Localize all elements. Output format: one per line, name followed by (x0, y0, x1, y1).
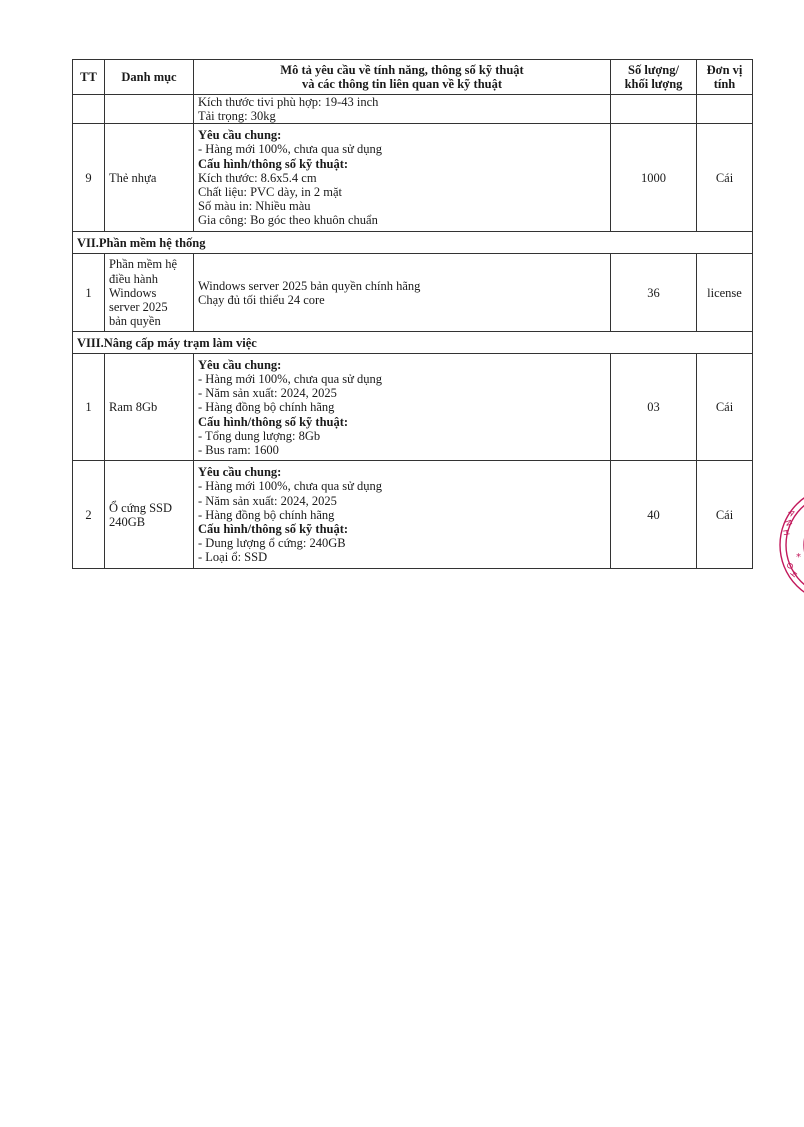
description-cell (194, 254, 611, 332)
description-line: - Năm sản xuất: 2024, 2025 (198, 386, 337, 401)
tt-cell: 1 (73, 354, 105, 461)
description-line: Chất liệu: PVC dày, in 2 mặt (198, 185, 342, 199)
section-row (73, 332, 753, 354)
description-heading: Cấu hình/thông số kỹ thuật: (198, 522, 349, 536)
header-so-luong-line2: khối lượng (624, 77, 683, 91)
specification-table (72, 59, 753, 569)
description-cell (194, 461, 611, 569)
quantity-cell (611, 95, 697, 124)
description-line: - Hàng mới 100%, chưa qua sử dụng (198, 479, 383, 494)
category-line: Windows (109, 285, 157, 300)
description-heading: Cấu hình/thông số kỹ thuật: (198, 414, 349, 429)
table-row (73, 354, 753, 461)
description-line: - Tổng dung lượng: 8Gb (198, 428, 321, 443)
description-line: - Hàng mới 100%, chưa qua sử dụng (198, 371, 383, 386)
svg-text:A: A (786, 508, 797, 518)
category-line: bản quyền (109, 314, 161, 329)
header-mo-ta (194, 60, 611, 95)
table-row (73, 461, 753, 569)
description-cell (194, 95, 611, 124)
description-line: - Dung lượng ổ cứng: 240GB (198, 536, 346, 551)
table-row (73, 95, 753, 124)
quantity-cell: 03 (611, 354, 697, 461)
description-line: - Bus ram: 1600 (198, 442, 279, 457)
category-cell: Ram 8Gb (105, 354, 194, 461)
category-cell (105, 461, 194, 569)
description-heading: Yêu cầu chung: (198, 357, 282, 372)
description-heading: Cấu hình/thông số kỹ thuật: (198, 156, 349, 171)
svg-text:O: O (784, 561, 796, 571)
tt-cell: 2 (73, 461, 105, 569)
category-cell (105, 95, 194, 124)
header-row (73, 60, 753, 95)
tt-cell: 1 (73, 254, 105, 332)
description-line: Tải trọng: 30kg (198, 109, 276, 124)
header-so-luong-line1: Số lượng/ (628, 62, 679, 77)
header-don-vi (697, 60, 753, 95)
section-title: VII.Phần mềm hệ thống (73, 232, 753, 254)
stamp-seal (776, 480, 804, 610)
category-cell: Thẻ nhựa (105, 124, 194, 232)
svg-text:H: H (788, 568, 800, 580)
unit-cell: Cái (697, 354, 753, 461)
svg-text:H: H (781, 528, 791, 537)
category-line: server 2025 (109, 300, 168, 314)
description-cell (194, 354, 611, 461)
description-line: - Loại ổ: SSD (198, 550, 268, 565)
header-mo-ta-line2: và các thông tin liên quan về kỹ thuật (301, 77, 503, 91)
svg-text:N: N (783, 518, 794, 528)
table-row (73, 124, 753, 232)
description-line: Gia công: Bo góc theo khuôn chuẩn (198, 213, 378, 228)
unit-cell (697, 95, 753, 124)
quantity-cell: 40 (611, 461, 697, 569)
header-mo-ta-line1: Mô tả yêu cầu về tính năng, thông số kỹ thuật (280, 62, 524, 77)
description-heading: Yêu cầu chung: (198, 128, 282, 143)
category-cell (105, 254, 194, 332)
description-line: Số màu in: Nhiều màu (198, 199, 311, 214)
category-line: Ổ cứng SSD (109, 500, 173, 515)
description-line: - Hàng mới 100%, chưa qua sử dụng (198, 142, 383, 157)
description-line: Chạy đủ tối thiểu 24 core (198, 292, 325, 307)
description-line: - Hàng đồng bộ chính hãng (198, 400, 335, 415)
category-line: điều hành (109, 271, 158, 286)
table-row (73, 254, 753, 332)
unit-cell: Cái (697, 124, 753, 232)
description-heading: Yêu cầu chung: (198, 465, 282, 480)
description-cell (194, 124, 611, 232)
description-line: - Hàng đồng bộ chính hãng (198, 507, 335, 522)
quantity-cell: 36 (611, 254, 697, 332)
tt-cell (73, 95, 105, 124)
header-tt: TT (73, 60, 105, 95)
category-line: 240GB (109, 514, 146, 529)
unit-cell: license (697, 254, 753, 332)
header-so-luong (611, 60, 697, 95)
unit-cell: Cái (697, 461, 753, 569)
tt-cell: 9 (73, 124, 105, 232)
description-line: Kích thước tivi phù hợp: 19-43 inch (198, 95, 379, 109)
description-line: Kích thước: 8.6x5.4 cm (198, 170, 317, 185)
quantity-cell: 1000 (611, 124, 697, 232)
category-line: Phần mềm hệ (109, 257, 178, 272)
section-title: VIII.Nâng cấp máy trạm làm việc (73, 332, 753, 354)
description-line: Windows server 2025 bản quyền chính hãng (198, 278, 421, 293)
description-line: - Năm sản xuất: 2024, 2025 (198, 493, 337, 508)
header-don-vi-line1: Đơn vị (706, 62, 743, 77)
section-row (73, 232, 753, 254)
header-danh-muc: Danh mục (105, 60, 194, 95)
svg-text:*: * (796, 552, 801, 563)
header-don-vi-line2: tính (713, 77, 736, 91)
